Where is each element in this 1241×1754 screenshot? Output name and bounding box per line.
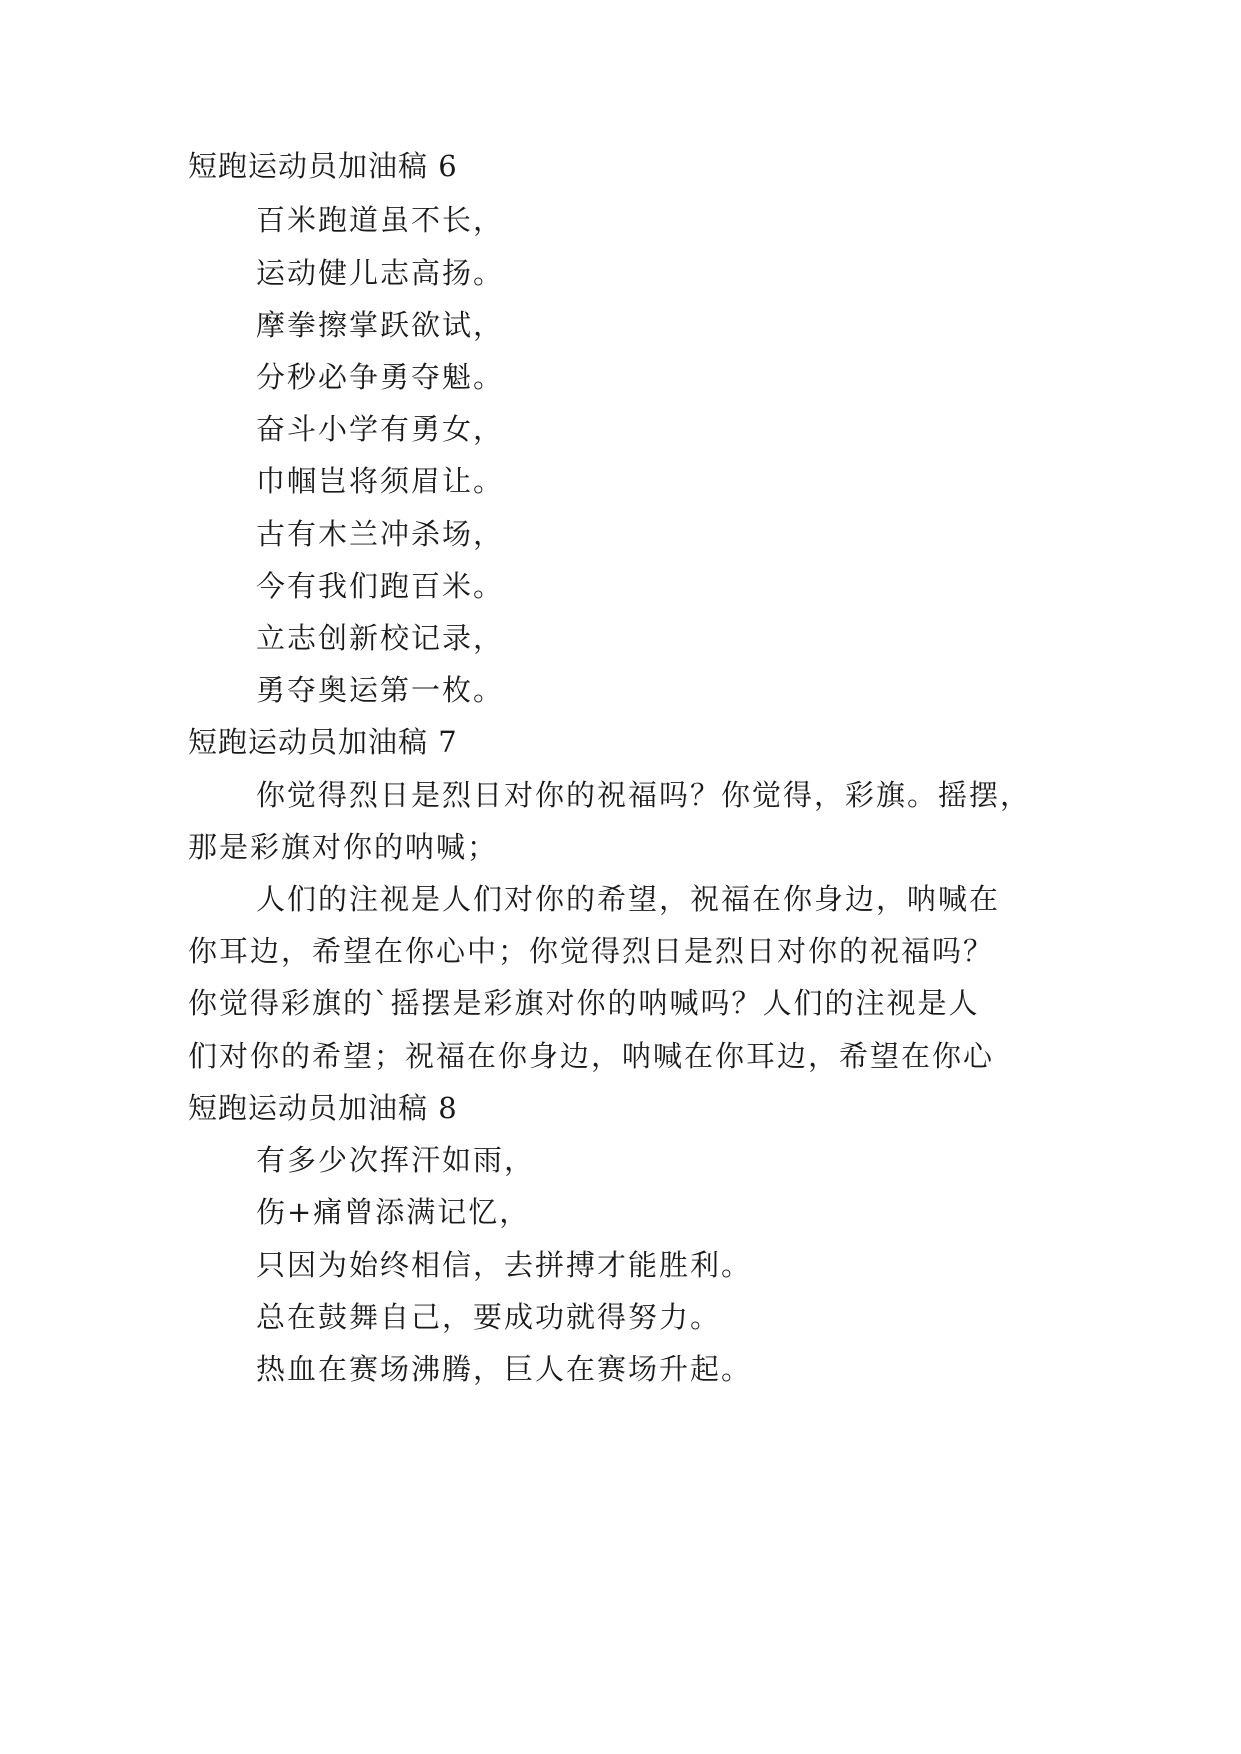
paragraph-line: 人们的注视是人们对你的希望，祝福在你身边，呐喊在 [256, 882, 1001, 916]
poem-line: 勇夺奥运第一枚。 [256, 673, 505, 707]
poem-line: 总在鼓舞自己，要成功就得努力。 [256, 1300, 722, 1334]
poem-line: 分秒必争勇夺魁。 [256, 360, 505, 394]
paragraph-line: 你觉得烈日是烈日对你的祝福吗？你觉得，彩旗。摇摆， [256, 778, 1032, 812]
poem-line: 百米跑道虽不长， [256, 203, 505, 237]
poem-line: 运动健儿志高扬。 [256, 256, 505, 290]
poem-line: 奋斗小学有勇女， [256, 412, 505, 446]
poem-line: 立志创新校记录， [256, 621, 505, 655]
poem-line: 今有我们跑百米。 [256, 569, 505, 603]
section-7-title: 短跑运动员加油稿 7 [188, 725, 458, 759]
section-8-title: 短跑运动员加油稿 8 [188, 1091, 458, 1125]
paragraph-line: 你耳边，希望在你心中；你觉得烈日是烈日对你的祝福吗？ [188, 934, 995, 968]
poem-line: 热血在赛场沸腾，巨人在赛场升起。 [256, 1352, 753, 1386]
paragraph-line: 你觉得彩旗的`摇摆是彩旗对你的呐喊吗？人们的注视是人 [188, 986, 980, 1020]
paragraph-line: 那是彩旗对你的呐喊； [188, 830, 499, 864]
poem-line: 摩拳擦掌跃欲试， [256, 308, 505, 342]
paragraph-line: 们对你的希望；祝福在你身边，呐喊在你耳边，希望在你心 [188, 1039, 995, 1073]
section-6-title: 短跑运动员加油稿 6 [188, 149, 458, 183]
poem-line: 伤+痛曾添满记忆， [256, 1195, 531, 1229]
poem-line: 巾帼岂将须眉让。 [256, 464, 505, 498]
poem-line: 只因为始终相信，去拼搏才能胜利。 [256, 1248, 753, 1282]
poem-line: 古有木兰冲杀场， [256, 517, 505, 551]
poem-line: 有多少次挥汗如雨， [256, 1143, 536, 1177]
